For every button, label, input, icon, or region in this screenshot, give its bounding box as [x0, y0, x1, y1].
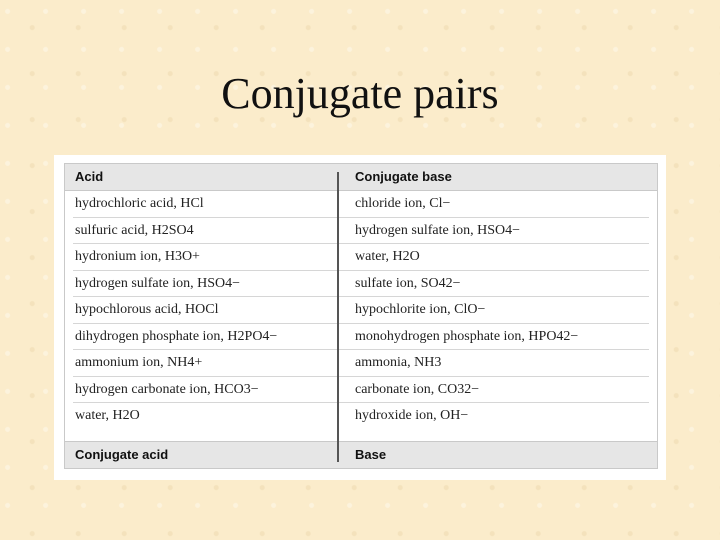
acid-cell: dihydrogen phosphate ion, H2PO4−	[75, 328, 278, 344]
header-conjugate-base: Conjugate base	[355, 169, 452, 184]
acid-cell: hydrogen carbonate ion, HCO3−	[75, 381, 259, 397]
conjugate-base-cell: water, H2O	[355, 249, 420, 264]
table-body	[65, 191, 657, 430]
table-footer-row	[65, 441, 657, 468]
table-row	[65, 191, 657, 218]
table-row	[65, 271, 657, 298]
table-row	[65, 218, 657, 245]
table-frame	[64, 163, 658, 469]
table-row	[65, 377, 657, 404]
acid-cell: hydrochloric acid, HCl	[75, 196, 204, 211]
table-row	[65, 244, 657, 271]
table-row	[65, 403, 657, 430]
acid-cell: hydrogen sulfate ion, HSO4−	[75, 275, 240, 291]
header-acid: Acid	[75, 169, 104, 184]
acid-cell: ammonium ion, NH4+	[75, 355, 203, 370]
conjugate-base-cell: ammonia, NH3	[355, 355, 442, 370]
conjugate-base-cell: chloride ion, Cl−	[355, 196, 451, 211]
conjugate-base-cell: sulfate ion, SO42−	[355, 275, 461, 291]
conjugate-base-cell: monohydrogen phosphate ion, HPO42−	[355, 328, 579, 344]
footer-conjugate-acid: Conjugate acid	[75, 447, 169, 462]
conjugate-base-cell: hypochlorite ion, ClO−	[355, 302, 486, 317]
table-header-row	[65, 164, 657, 191]
conjugate-base-cell: hydrogen sulfate ion, HSO4−	[355, 222, 520, 238]
acid-cell: water, H2O	[75, 408, 140, 423]
conjugate-base-cell: carbonate ion, CO32−	[355, 381, 480, 397]
table-row	[65, 324, 657, 351]
slide-title: Conjugate pairs	[221, 69, 499, 118]
acid-cell: hypochlorous acid, HOCl	[75, 302, 219, 317]
table-row	[65, 350, 657, 377]
conjugate-pairs-table	[54, 155, 666, 480]
acid-cell: sulfuric acid, H2SO4	[75, 222, 194, 238]
column-divider	[337, 172, 339, 462]
table-row	[65, 297, 657, 324]
conjugate-base-cell: hydroxide ion, OH−	[355, 408, 469, 423]
footer-base: Base	[355, 447, 387, 462]
acid-cell: hydronium ion, H3O+	[75, 249, 200, 264]
